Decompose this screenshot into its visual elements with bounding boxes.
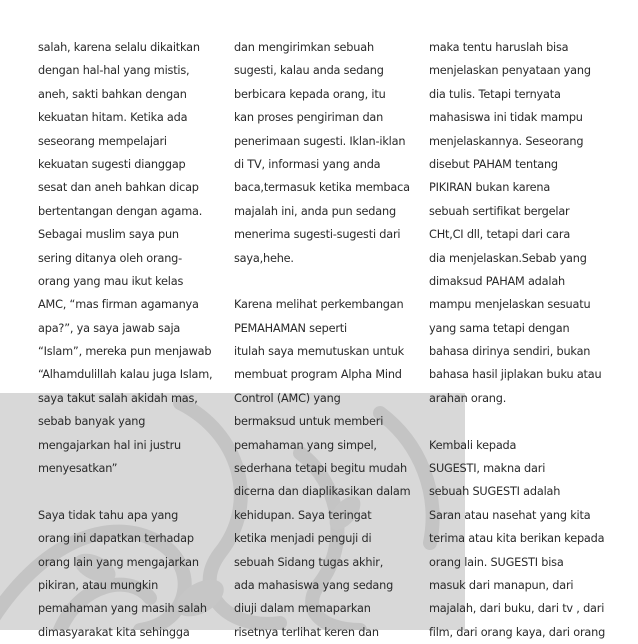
text-line: membuat program Alpha Mind [234,368,402,382]
text-line: orang lain. SUGESTI bisa [429,555,564,569]
text-line: dengan hal-hal yang mistis, [38,64,190,78]
text-line: dimaksud PAHAM adalah [429,274,566,288]
text-line: Saran atau nasehat yang kita [429,508,591,522]
text-line: menerima sugesti-sugesti dari [234,228,401,242]
text-line: pemahaman yang simpel, [234,438,377,452]
text-line: orang ini dapatkan terhadap [38,532,194,546]
text-line: Saya tidak tahu apa yang [38,508,179,522]
text-line: dia menjelaskan.Sebab yang [429,251,587,265]
text-line: disebut PAHAM tentang [429,157,558,171]
text-line: mampu menjelaskan sesuatu [429,298,591,312]
text-line: sebab banyak yang [38,415,146,429]
text-line: saya takut salah akidah mas, [38,391,198,405]
text-line: bermaksud untuk memberi [234,415,384,429]
text-line: CHt,CI dll, tetapi dari cara [429,228,571,242]
text-line: baca,termasuk ketika membaca [234,181,410,195]
text-line: “Alhamdulillah kalau juga Islam, [38,368,213,382]
text-line: majalah, dari buku, dari tv , dari [429,602,605,616]
text-column-middle [234,36,419,644]
text-line: berbicara kepada orang, itu [234,87,386,101]
text-column-right [429,36,609,644]
text-line: menjelaskan penyataan yang [429,64,591,78]
text-line: kehidupan. Saya teringat [234,508,372,522]
text-line: terima atau kita berikan kepada [429,532,605,546]
text-line: film, dari orang kaya, dari orang [429,625,606,639]
text-line: sesat dan aneh bahkan dicap [38,181,199,195]
text-line: Sebagai muslim saya pun [38,228,179,242]
text-line: menjelaskannya. Seseorang [429,134,584,148]
text-line: bertentangan dengan agama. [38,204,203,218]
text-column-left [38,36,218,644]
text-line: SUGESTI, makna dari [429,462,546,476]
text-line: sederhana tetapi begitu mudah [234,462,408,476]
text-line: kan proses pengiriman dan [234,111,384,125]
text-line: penerimaan sugesti. Iklan-iklan [234,134,406,148]
text-line: yang sama tetapi dengan [429,321,570,335]
text-line: dimasyarakat kita sehingga [38,625,190,639]
text-line: Karena melihat perkembangan [234,298,404,312]
text-line: sebuah SUGESTI adalah [429,485,561,499]
text-line: mahasiswa ini tidak mampu [429,111,583,125]
text-line: aneh, sakti bahkan dengan [38,87,187,101]
text-line: sugesti, kalau anda sedang [234,64,384,78]
text-line: ada mahasiswa yang sedang [234,578,394,592]
text-line: “Islam”, mereka pun menjawab [38,345,212,359]
text-line: mengajarkan hal ini justru [38,438,181,452]
paragraph-gap [234,270,419,293]
text-line: dia tulis. Tetapi ternyata [429,87,561,101]
text-line: PEMAHAMAN seperti [234,321,347,335]
text-line: bahasa hasil jiplakan buku atau [429,368,602,382]
text-line: saya,hehe. [234,251,294,265]
text-line: AMC, “mas firman agamanya [38,298,199,312]
text-line: apa?”, ya saya jawab saja [38,321,181,335]
text-line: sering ditanya oleh orang- [38,251,182,265]
text-line: ketika menjadi penguji di [234,532,372,546]
text-line: arahan orang. [429,391,507,405]
text-line: seseorang mempelajari [38,134,167,148]
text-line: PIKIRAN bukan karena [429,181,551,195]
paragraph-gap [429,410,609,433]
text-line: sebuah sertifikat bergelar [429,204,570,218]
text-line: orang lain yang mengajarkan [38,555,199,569]
text-line: kekuatan sugesti dianggap [38,157,186,171]
text-line: bahasa dirinya sendiri, bukan [429,345,591,359]
text-line: dan mengirimkan sebuah [234,41,374,54]
text-line: kekuatan hitam. Ketika ada [38,111,188,125]
text-line: masuk dari manapun, dari [429,578,574,592]
text-line: itulah saya memutuskan untuk [234,345,405,359]
text-line: maka tentu haruslah bisa [429,41,569,54]
text-line: diuji dalam memaparkan [234,602,371,616]
text-line: Kembali kepada [429,438,517,452]
text-line: sebuah Sidang tugas akhir, [234,555,384,569]
text-line: Control (AMC) yang [234,391,341,405]
paragraph-gap [38,480,218,503]
text-line: menyesatkan” [38,462,118,476]
text-line: orang yang mau ikut kelas [38,274,184,288]
text-line: salah, karena selalu dikaitkan [38,41,200,54]
text-line: dicerna dan diaplikasikan dalam [234,485,411,499]
text-line: majalah ini, anda pun sedang [234,204,396,218]
text-line: di TV, informasi yang anda [234,157,381,171]
text-line: risetnya terlihat keren dan [234,625,379,639]
text-line: pemahaman yang masih salah [38,602,207,616]
text-line: pikiran, atau mungkin [38,578,159,592]
